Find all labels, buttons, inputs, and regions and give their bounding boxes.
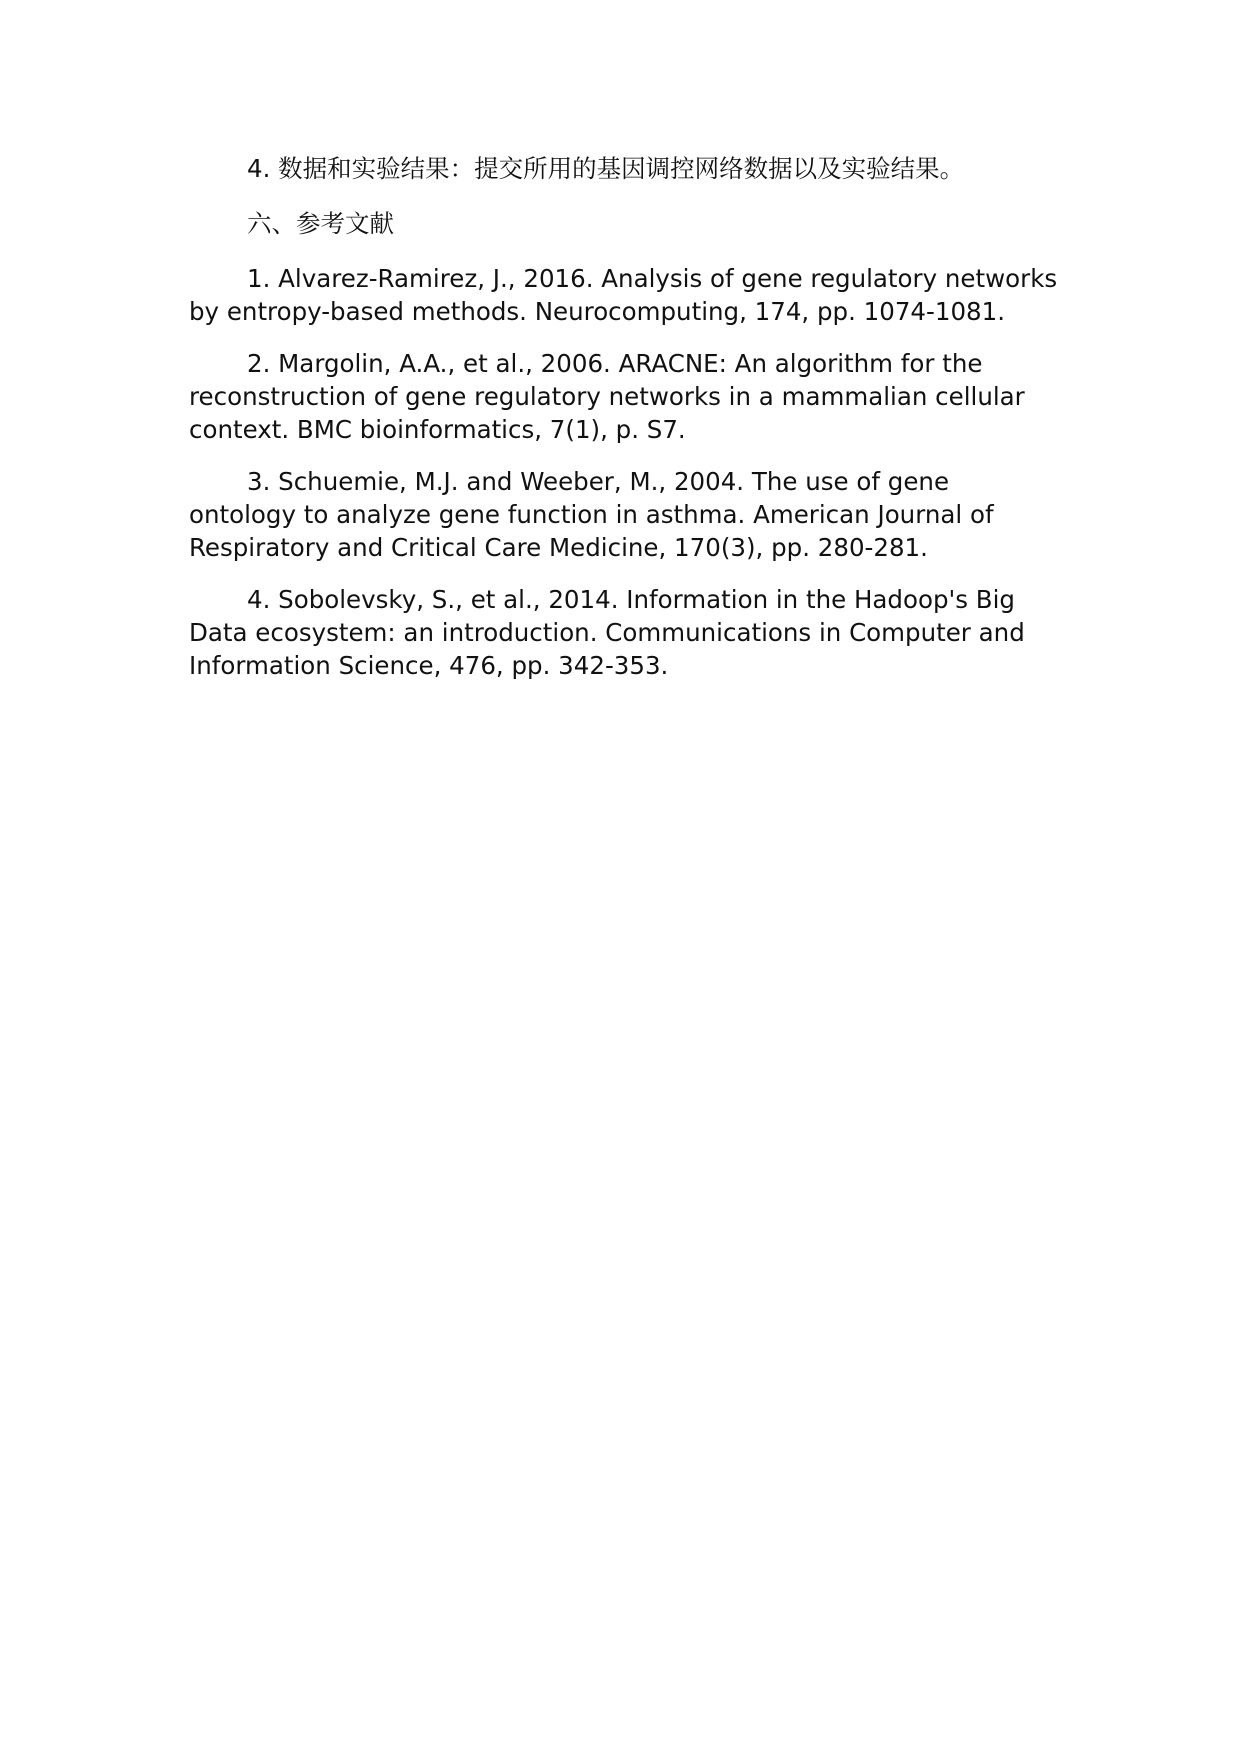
deliverable-item-4: 4. 数据和实验结果：提交所用的基因调控网络数据以及实验结果。	[247, 154, 965, 183]
references-heading: 六、参考文献	[247, 209, 394, 238]
reference-item: 4. Sobolevsky, S., et al., 2014. Information in the Hadoop's Big Data ecosystem: an introduction. Communications in Computer and Information Science, 476, pp. 342-353.	[189, 585, 1025, 680]
reference-item: 3. Schuemie, M.J. and Weeber, M., 2004. The use of gene ontology to analyze gene function in asthma. American Journal of Respiratory and Critical Care Medicine, 170(3), pp. 280-281.	[189, 467, 994, 562]
reference-item: 2. Margolin, A.A., et al., 2006. ARACNE: An algorithm for the reconstruction of gene regulatory networks in a mammalian cellular context. BMC bioinformatics, 7(1), p. S7.	[189, 349, 1025, 444]
reference-item: 1. Alvarez-Ramirez, J., 2016. Analysis of gene regulatory networks by entropy-based methods. Neurocomputing, 174, pp. 1074-1081.	[189, 264, 1058, 326]
document-page	[189, 152, 1059, 701]
